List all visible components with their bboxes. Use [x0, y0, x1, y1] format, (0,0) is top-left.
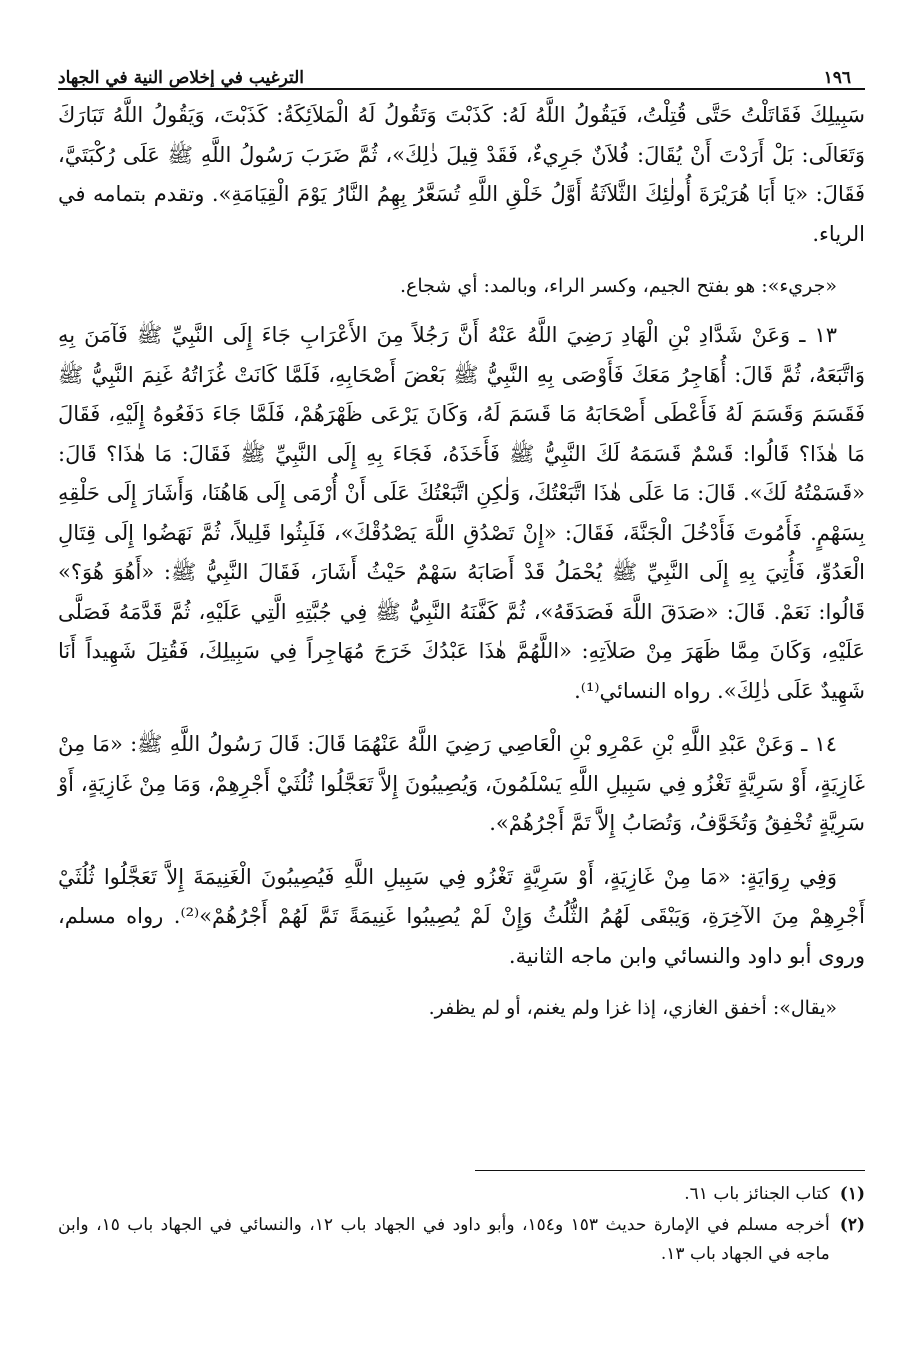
hadith-14-variant: وَفِي رِوَايَةٍ: «مَا مِنْ غَازِيَةٍ، أَوْ سَرِيَّةٍ تَغْزُو فِي سَبِيلِ اللَّهِ فَيُصِيبُونَ الْغَنِيمَةَ إِلاَّ تَعَجَّلُوا ثُلُثَيْ أَجْرِهِمْ مِنَ الآخِرَةِ، وَيَبْقَى لَهُمُ الثُّلُثُ وَإِنْ لَمْ يُصِيبُوا غَنِيمَةً تَمَّ لَهُمْ أَجْرُهُمْ»⁽²⁾. رواه مسلم، وروى أبو داود والنسائي وابن ماجه الثانية. [58, 864, 865, 968]
running-header [58, 62, 865, 90]
page-number: ١٩٦ [823, 68, 851, 88]
footnote-separator [475, 1170, 865, 1171]
hadith-14: ١٤ ـ وَعَنْ عَبْدِ اللَّهِ بْنِ عَمْرِو بْنِ الْعَاصِي رَضِيَ اللَّهُ عَنْهُمَا قَالَ: قَالَ رَسُولُ اللَّهِ ﷺ: «مَا مِنْ غَازِيَةٍ، أَوْ سَرِيَّةٍ تَغْزُو فِي سَبِيلِ اللَّهِ يَسْلَمُونَ، وَيُصِيبُونَ إِلاَّ تَعَجَّلُوا ثُلُثَيْ أَجْرِهِمْ، وَمَا مِنْ غَازِيَةٍ، أَوْ سَرِيَّةٍ تُخْفِقُ وَتُخَوَّفُ، وَتُصَابُ إِلاَّ تَمَّ أَجْرُهُمْ». [58, 732, 865, 835]
footnote [58, 1180, 865, 1209]
word-gloss-2: «يقال»: أخفق الغازي، إذا غزا ولم يغنم، أو لم يظفر. [428, 997, 837, 1019]
word-gloss: «جريء»: هو بفتح الجيم، وكسر الراء، وبالمد: أي شجاع. [399, 275, 837, 297]
hadith-13: ١٣ ـ وَعَنْ شَدَّادِ بْنِ الْهَادِ رَضِيَ اللَّهُ عَنْهُ أَنَّ رَجُلاً مِنَ الأَعْرَابِ جَاءَ إِلَى النَّبِيِّ ﷺ فَآمَنَ بِهِ وَاتَّبَعَهُ، ثُمَّ قَالَ: أُهَاجِرُ مَعَكَ فَأَوْصَى بِهِ النَّبِيُّ ﷺ بَعْضَ أَصْحَابِهِ، فَلَمَّا كَانَتْ غُزَاتُهُ غَنِمَ النَّبِيُّ ﷺ فَقَسَمَ وَقَسَمَ لَهُ فَأَعْطَى أَصْحَابَهُ مَا قَسَمَ لَهُ، وَكَانَ يَرْعَى ظَهْرَهُمْ، فَلَمَّا جَاءَ دَفَعُوهُ إِلَيْهِ، فَقَالَ مَا هٰذَا؟ قَالُوا: قَسْمٌ قَسَمَهُ لَكَ النَّبِيُّ ﷺ فَأَخَذَهُ، فَجَاءَ بِهِ إِلَى النَّبِيِّ ﷺ فَقَالَ: مَا هٰذَا؟ قَالَ: «قَسَمْتُهُ لَكَ». قَالَ: مَا عَلَى هٰذَا اتَّبَعْتُكَ، وَلٰكِنِ اتَّبَعْتُكَ عَلَى أَنْ أُرْمَى إِلَى هَاهُنَا، وَأَشَارَ إِلَى حَلْقِهِ بِسَهْمٍ. فَأَمُوتَ فَأَدْخُلَ الْجَنَّةَ، فَقَالَ: «إِنْ تَصْدُقِ اللَّهَ يَصْدُقْكَ»، فَلَبِثُوا قَلِيلاً، ثُمَّ نَهَضُوا إِلَى قِتَالِ الْعَدُوِّ، فَأُتِيَ بِهِ إِلَى النَّبِيِّ ﷺ يُحْمَلُ قَدْ أَصَابَهُ سَهْمٌ حَيْثُ أَشَارَ، فَقَالَ النَّبِيُّ ﷺ: «أَهُوَ هُوَ؟» قَالُوا: نَعَمْ. قَالَ: «صَدَقَ اللَّهَ فَصَدَقَهُ»، ثُمَّ كَفَّنَهُ النَّبِيُّ ﷺ فِي جُبَّتِهِ الَّتِي عَلَيْهِ، ثُمَّ قَدَّمَهُ فَصَلَّى عَلَيْهِ، وَكَانَ مِمَّا ظَهَرَ مِنْ صَلاَتِهِ: «اللَّهُمَّ هٰذَا عَبْدُكَ خَرَجَ مُهَاجِراً فِي سَبِيلِكَ، فَقُتِلَ شَهِيداً أَنَا شَهِيدٌ عَلَى ذٰلِكَ». رواه النسائي⁽¹⁾. [58, 323, 865, 703]
footnote-number: (١) [839, 1184, 865, 1204]
footnotes [58, 1180, 865, 1271]
main-text [58, 96, 865, 1038]
footnote-number: (٢) [839, 1215, 865, 1235]
footnote-text: كتاب الجنائز باب ٦١. [684, 1184, 830, 1204]
footnote-text: أخرجه مسلم في الإمارة حديث ١٥٣ و١٥٤، وأبو داود في الجهاد باب ١٢، والنسائي في الجهاد باب ١٥، وابن ماجه في الجهاد باب ١٣. [58, 1215, 830, 1264]
footnote [58, 1211, 865, 1269]
hadith-continuation: سَبِيلِكَ فَقَاتَلْتُ حَتَّى قُتِلْتُ، فَيَقُولُ اللَّهُ لَهُ: كَذَبْتَ وَتَقُولُ لَهُ الْمَلاَئِكَةُ: كَذَبْتَ، وَيَقُولُ اللَّهُ تَبَارَكَ وَتَعَالَى: بَلْ أَرَدْتَ أَنْ يُقَالَ: فُلاَنٌ جَرِيءٌ، فَقَدْ قِيلَ ذٰلِكَ»، ثُمَّ ضَرَبَ رَسُولُ اللَّهِ ﷺ عَلَى رُكْبَتَيَّ، فَقَالَ: «يَا أَبَا هُرَيْرَةَ أُولٰئِكَ الثَّلاَثَةُ أَوَّلُ خَلْقِ اللَّهِ تُسَعَّرُ بِهِمُ النَّارُ يَوْمَ الْقِيَامَةِ». وتقدم بتمامه في الرياء. [58, 103, 865, 246]
chapter-title: الترغيب في إخلاص النية في الجهاد [58, 68, 304, 88]
